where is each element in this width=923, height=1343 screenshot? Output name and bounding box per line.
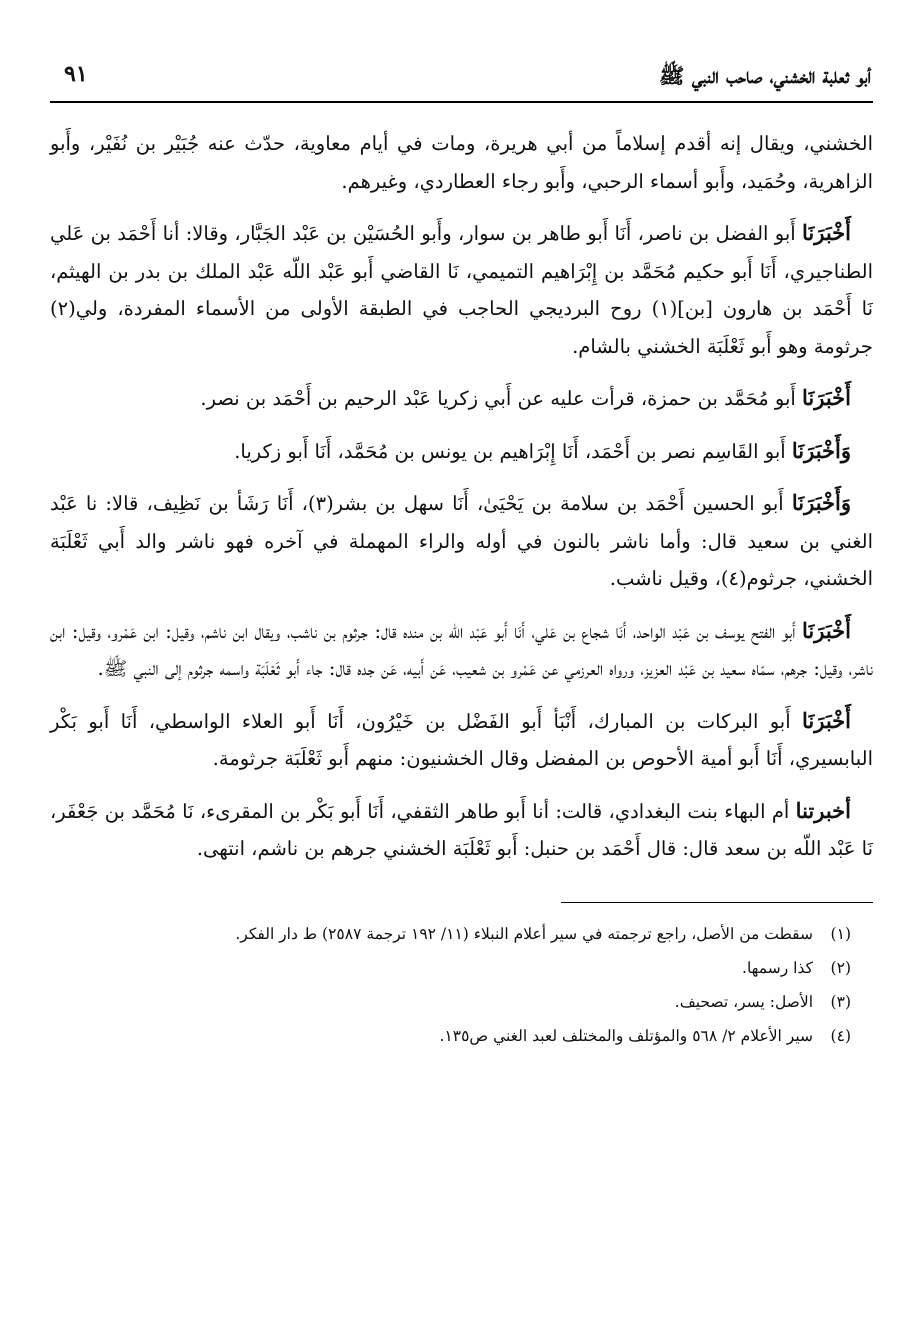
paragraph-text: الخشني، ويقال إنه أقدم إسلاماً من أبي هريرة، ومات في أيام معاوية، حدّث عنه جُبَيْر بن نُفَيْر، وأَبو الزاهرية، وحُمَيد، وأَبو أسماء الرحبي، وأَبو رجاء العطاردي، وغيرهم. — [50, 132, 873, 193]
footnote-number: (٣) — [830, 992, 851, 1011]
footnote-number: (٢) — [830, 958, 851, 977]
book-page — [50, 55, 873, 1053]
footnote-text: سقطت من الأصل، راجع ترجمته في سير أعلام النبلاء (١١/ ١٩٢ ترجمة ٢٥٨٧) ط دار الفكر. — [235, 924, 813, 943]
page-header — [50, 55, 873, 103]
footnote — [50, 917, 851, 951]
footnote-divider — [561, 902, 873, 903]
page-body — [50, 125, 873, 868]
footnote-text: سير الأعلام ٢/ ٥٦٨ والمؤتلف والمختلف لعبد الغني ص١٣٥. — [439, 1026, 813, 1045]
isnad-keyword: أخبرتنا — [795, 797, 851, 823]
paragraph — [50, 612, 873, 688]
paragraph — [50, 484, 873, 598]
paragraph-text: أَبو الحسين أَحْمَد بن سلامة بن يَحْيَىٰ، أَنَا سهل بن بشر(٣)، أَنَا رَشَأ بن نَظِيف، قالا: نا عَبْد الغني بن سعيد قال: وأما ناشر بالنون في أوله والراء المهملة في آخره فهو ناشر والد أَبي ثَعْلَبَة الخشني، جرثوم(٤)، وقيل ناشب. — [50, 492, 873, 590]
running-title: أبو ثعلبة الخشني، صاحب النبي ﷺ — [659, 63, 871, 88]
paragraph — [50, 702, 873, 778]
footnote — [50, 1019, 851, 1053]
footnotes — [50, 917, 873, 1053]
footnote — [50, 985, 851, 1019]
paragraph-text: أَبو الفضل بن ناصر، أَنَا أَبو طاهر بن سوار، وأَبو الحُسَيْن بن عَبْد الجَبَّار، وقالا: أنا أَحْمَد بن عَلي الطناجيري، أَنَا أَبو حكيم مُحَمَّد بن إِبْرَاهيم التميمي، نَا القاضي أَبو عَبْد اللّه عَبْد الملك بن بدر بن الهيثم، نَا أَحْمَد بن هارون [بن](١) روح البرديجي الحاجب في الطبقة الأولى من الأسماء المفردة، ولي(٢) جرثومة وهو أَبو ثَعْلَبَة الخشني بالشام. — [50, 222, 874, 358]
isnad-keyword: أَخْبَرَنَا — [802, 220, 851, 245]
isnad-keyword: وَأَخْبَرَنَا — [791, 437, 851, 463]
paragraph — [50, 432, 873, 471]
footnote-number: (١) — [830, 924, 851, 943]
page-number: ٩١ — [64, 61, 88, 87]
paragraph-text: أم البهاء بنت البغدادي، قالت: أنا أَبو طاهر الثقفي، أَنَا أَبو بَكْر بن المقرىء، نَا مُحَمَّد بن جَعْفَر، نَا عَبْد اللّه بن سعد قال: قال أَحْمَد بن حنبل: أَبو ثَعْلَبَة الخشني جرهم بن ناشم، انتهى. — [50, 799, 873, 860]
footnote-number: (٤) — [830, 1026, 851, 1045]
paragraph-text: أَبو مُحَمَّد بن حمزة، قرأت عليه عن أَبي زكريا عَبْد الرحيم بن أَحْمَد بن نصر. — [200, 387, 803, 410]
footnote — [50, 951, 851, 985]
paragraph-text: أَبو البركات بن المبارك، أَنْبَأ أَبو الفَضْل بن خَيْرُون، أَنَا أَبو العلاء الواسطي، أَنَا أَبو بَكْر البابسيري، أَنَا أَبو أمية الأحوص بن المفضل وقال الخشنيون: منهم أَبو ثَعْلَبَة جرثومة. — [50, 709, 873, 770]
footnote-text: الأصل: يسر، تصحيف. — [674, 992, 813, 1011]
paragraph-text: أَبو الفتح يوسف بن عَبْد الواحد، أَنَا شجاع بن عَلي، أَنَا أَبو عَبْد اللّه بن منده قال: جرثوم بن ناشب، ويقال ابن ناشم، وقيل: ابن عَمْرو، وقيل: ابن ناشر، وقيل: جرهم، سمّاه سعيد بن عَبْد العزيز، ورواه العرزمي عن عَمْرو بن شعيب، عَن أَبيه، عَن جده قال: جاء أَبو ثَعْلَبَة واسمه جرثوم إلى النبي ﷺ. — [50, 619, 873, 680]
paragraph-text: أَبو القَاسِم نصر بن أَحْمَد، أَنَا إِبْرَاهيم بن يونس بن مُحَمَّد، أَنَا أَبو زكريا. — [234, 439, 792, 463]
isnad-keyword: وَأَخْبَرَنَا — [791, 490, 852, 515]
isnad-keyword: أَخْبَرَنَا — [802, 385, 851, 410]
footnote-text: كذا رسمها. — [742, 958, 813, 977]
isnad-keyword: أَخْبَرَنَا — [802, 617, 851, 643]
paragraph — [50, 125, 873, 200]
isnad-keyword: أَخْبَرَنَا — [802, 707, 851, 733]
paragraph — [50, 379, 873, 418]
paragraph — [50, 792, 873, 868]
paragraph — [50, 214, 873, 365]
